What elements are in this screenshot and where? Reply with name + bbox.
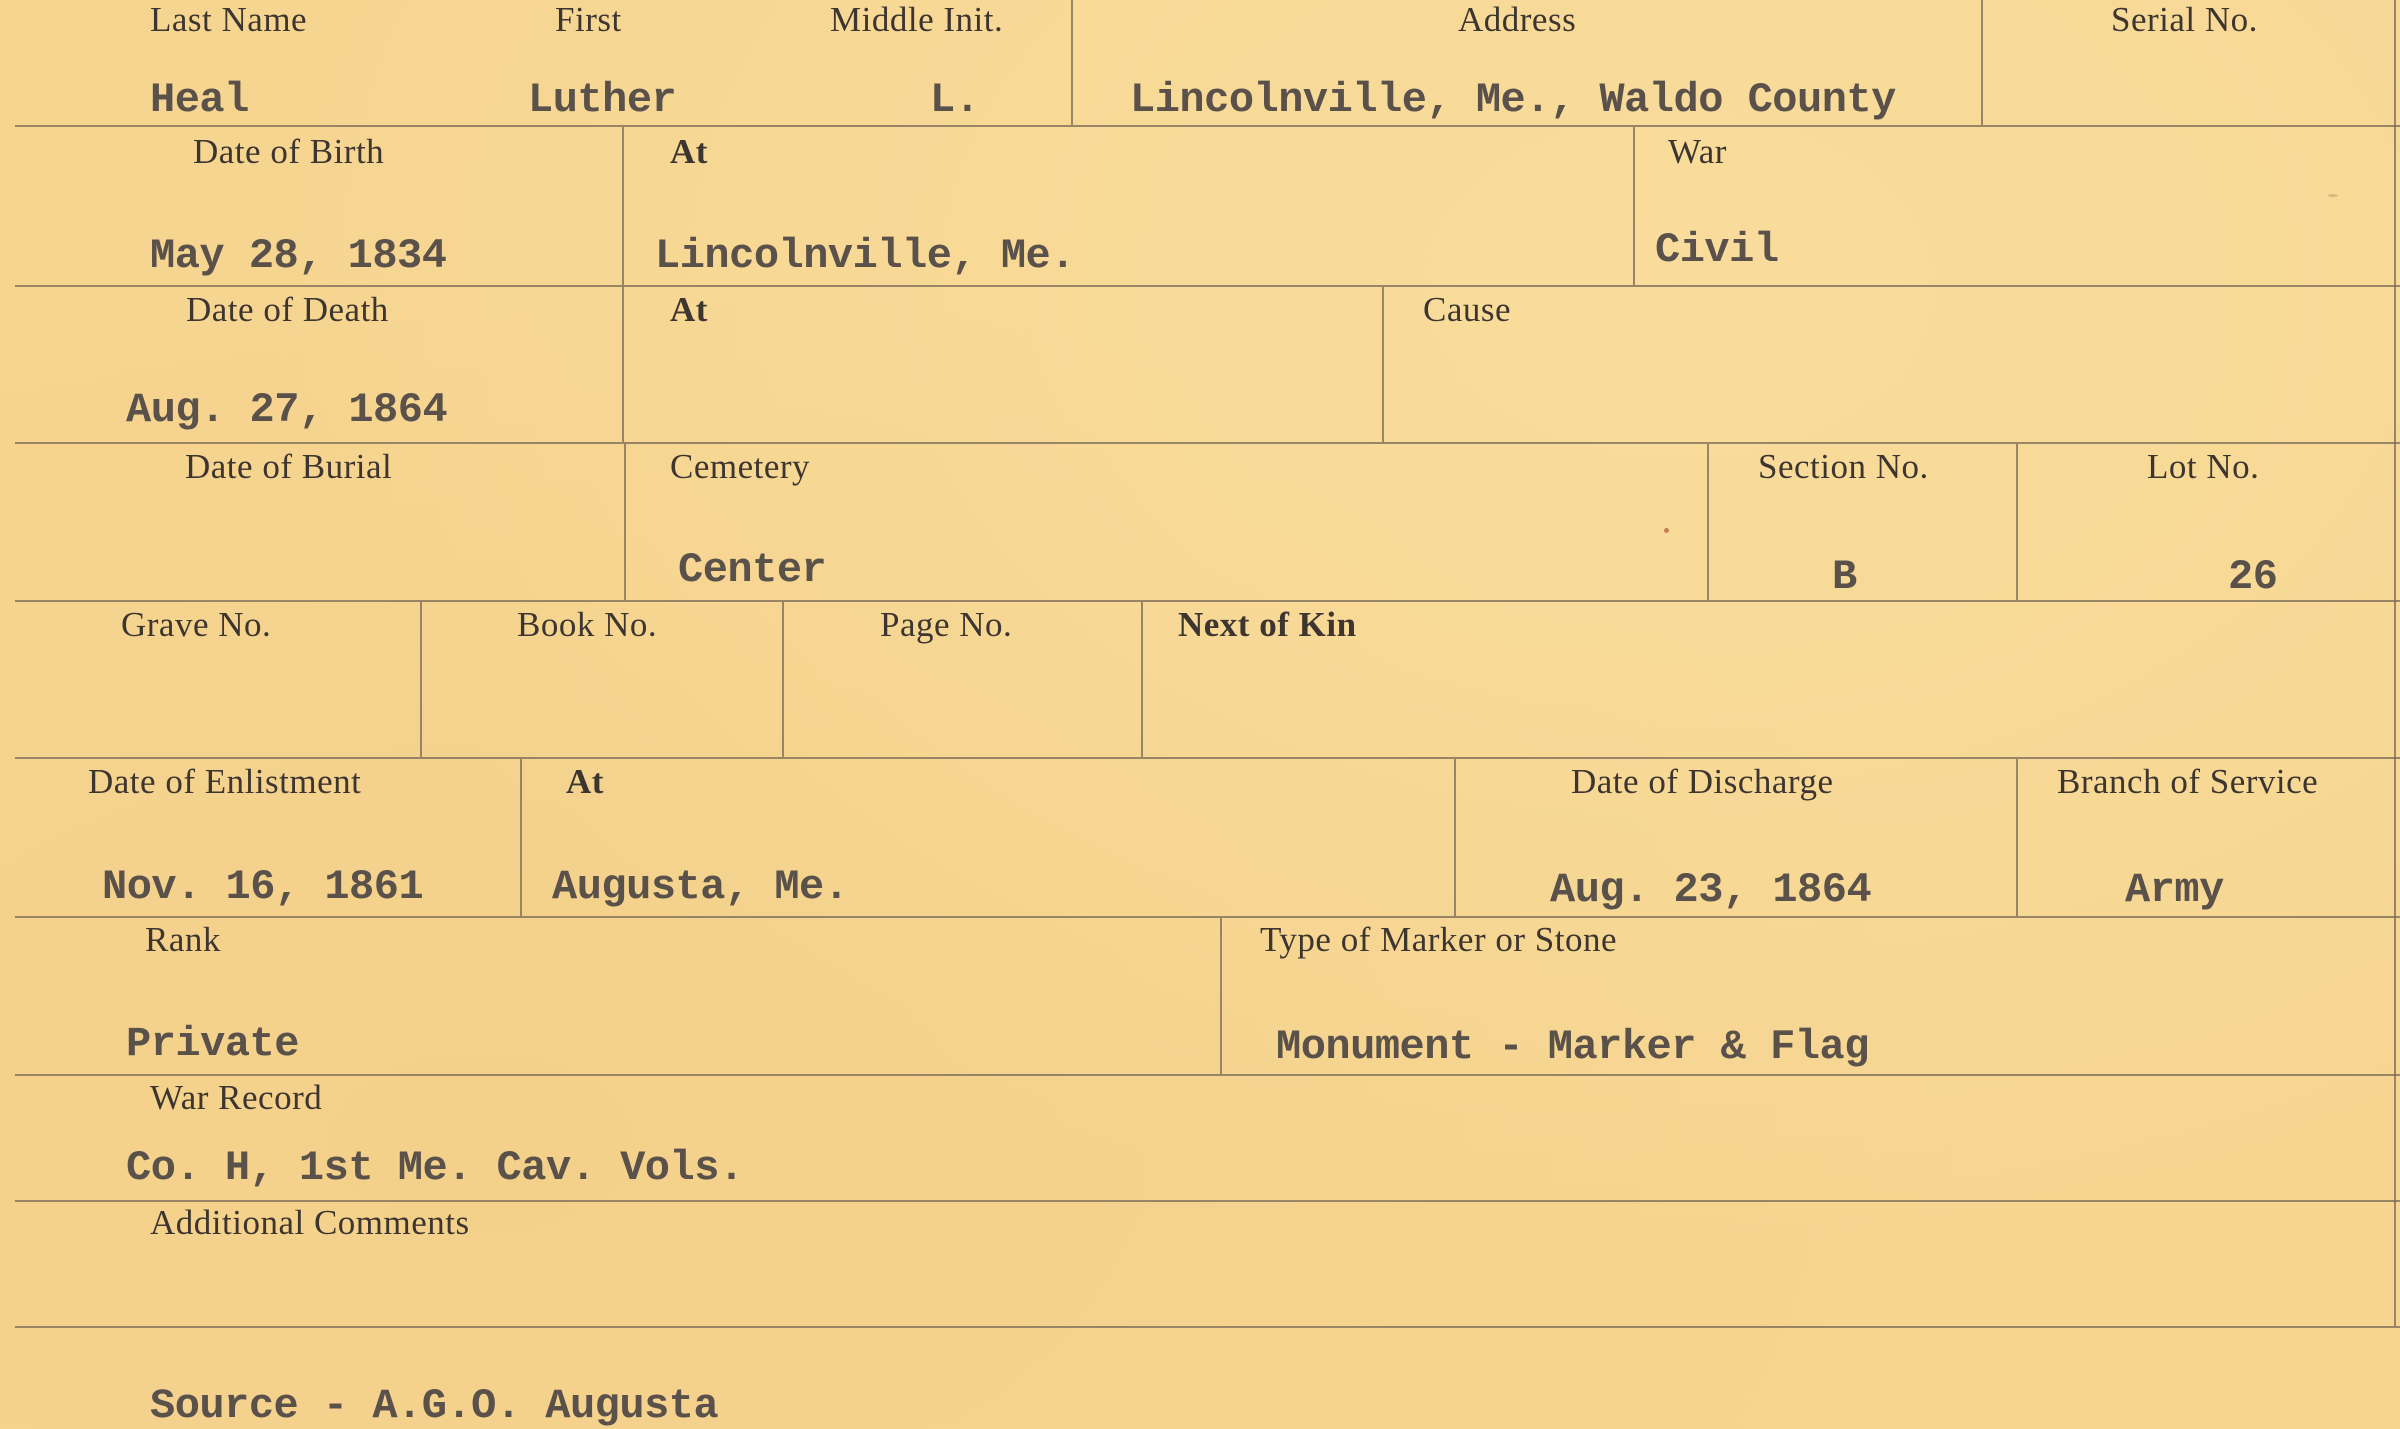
address-value: Lincolnville, Me., Waldo County [1130,76,1896,124]
cause-label: Cause [1423,290,1512,329]
row-divider [15,1326,2400,1328]
row-divider [15,125,2400,127]
cemetery-label: Cemetery [670,447,811,486]
column-divider [420,602,422,757]
row-divider [15,442,2400,444]
book-number-label: Book No. [517,605,658,644]
row-divider [15,757,2400,759]
date-of-death-label: Date of Death [186,290,389,329]
date-of-birth-value: May 28, 1834 [150,232,447,280]
column-divider [1220,918,1222,1074]
first-name-label: First [555,0,622,39]
ink-dot [1664,528,1669,533]
last-name-value: Heal [150,76,249,124]
cemetery-value: Center [678,546,827,594]
column-divider [622,127,624,285]
last-name-label: Last Name [150,0,308,39]
branch-of-service-label: Branch of Service [2057,762,2319,801]
column-divider [520,759,522,916]
middle-initial-label: Middle Init. [830,0,1004,39]
ink-dot [2328,194,2338,197]
column-divider [1454,759,1456,916]
war-record-label: War Record [150,1078,323,1117]
war-label: War [1668,132,1727,171]
birth-place-value: Lincolnville, Me. [655,232,1075,280]
middle-initial-value: L. [930,76,980,124]
column-divider [1981,0,1983,125]
serial-number-label: Serial No. [2111,0,2258,39]
date-of-death-value: Aug. 27, 1864 [126,386,448,434]
card-right-edge [2394,0,2396,1326]
birth-place-label: At [670,132,708,171]
column-divider [1382,287,1384,442]
address-label: Address [1458,0,1577,39]
date-of-enlistment-label: Date of Enlistment [88,762,362,801]
branch-of-service-value: Army [2125,866,2224,914]
grave-number-label: Grave No. [121,605,272,644]
row-divider [15,1074,2400,1076]
death-place-label: At [670,290,708,329]
lot-number-value: 26 [2228,553,2278,601]
first-name-value: Luther [528,76,677,124]
war-record-value: Co. H, 1st Me. Cav. Vols. [126,1144,744,1192]
rank-label: Rank [145,920,221,959]
rank-value: Private [126,1020,299,1068]
column-divider [1633,127,1635,285]
page-number-label: Page No. [880,605,1013,644]
column-divider [2016,759,2018,916]
row-divider [15,1200,2400,1202]
column-divider [2016,444,2018,600]
date-of-birth-label: Date of Birth [193,132,385,171]
row-divider [15,285,2400,287]
next-of-kin-label: Next of Kin [1178,605,1357,644]
column-divider [1141,602,1143,757]
source-note: Source - A.G.O. Augusta [150,1382,719,1429]
marker-type-label: Type of Marker or Stone [1260,920,1618,959]
column-divider [624,444,626,600]
marker-type-value: Monument - Marker & Flag [1276,1023,1869,1071]
row-divider [15,600,2400,602]
war-value: Civil [1655,226,1779,274]
enlistment-place-label: At [566,762,604,801]
row-divider [15,916,2400,918]
date-of-discharge-label: Date of Discharge [1571,762,1834,801]
date-of-enlistment-value: Nov. 16, 1861 [102,863,424,911]
column-divider [782,602,784,757]
enlistment-place-value: Augusta, Me. [552,863,849,911]
date-of-discharge-value: Aug. 23, 1864 [1550,866,1872,914]
section-number-value: B [1832,553,1857,601]
column-divider [1071,0,1073,125]
additional-comments-label: Additional Comments [150,1203,470,1242]
section-number-label: Section No. [1758,447,1929,486]
column-divider [622,287,624,442]
column-divider [1707,444,1709,600]
date-of-burial-label: Date of Burial [185,447,393,486]
lot-number-label: Lot No. [2147,447,2260,486]
